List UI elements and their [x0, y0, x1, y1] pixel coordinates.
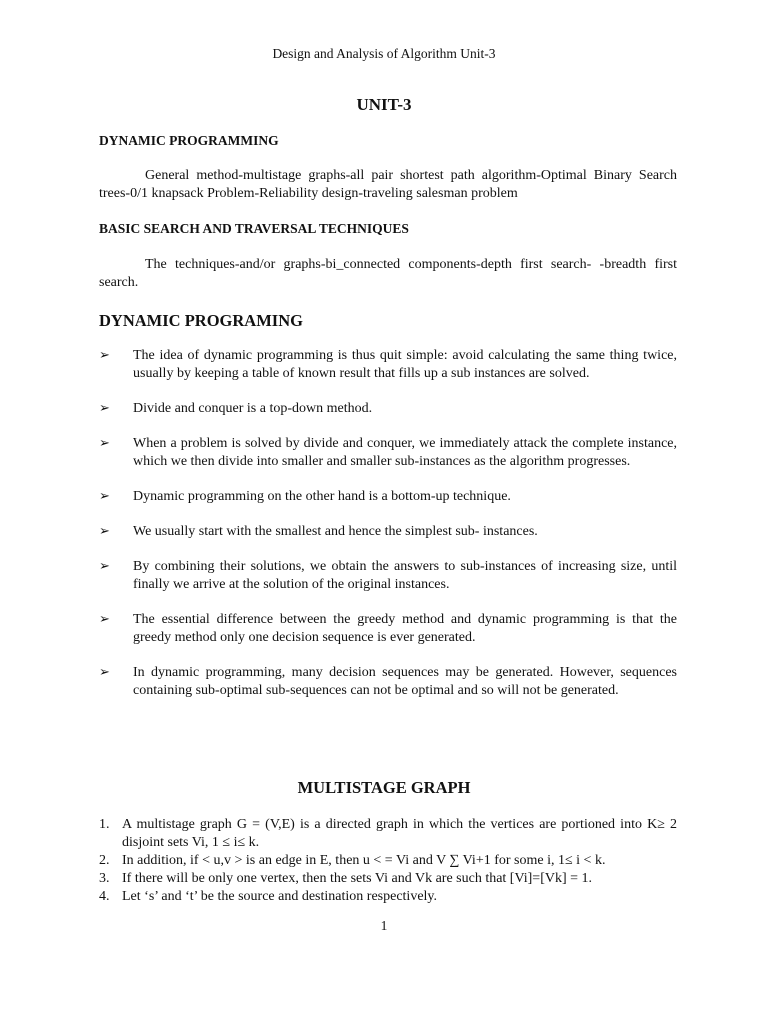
list-item	[99, 611, 677, 647]
bullet-text: When a problem is solved by divide and conquer, we immediately attack the complete instance, which we then divide into smaller and smaller sub-instances as the algorithm progresses.	[133, 436, 677, 469]
arrow-bullet-icon: ➢	[99, 612, 110, 627]
list-item	[99, 435, 677, 471]
arrow-bullet-icon: ➢	[99, 559, 110, 574]
item-number: 3.	[99, 871, 110, 886]
bullet-text: We usually start with the smallest and hence the simplest sub- instances.	[133, 524, 538, 539]
bullet-text: In dynamic programming, many decision sequences may be generated. However, sequences containing sub-optimal sub-sequences can not be optimal and so will not be generated.	[133, 665, 677, 698]
item-number: 1.	[99, 817, 110, 832]
item-text: A multistage graph G = (V,E) is a directed graph in which the vertices are portioned into K≥ 2 disjoint sets Vi, 1 ≤ i≤ k.	[122, 817, 677, 850]
arrow-bullet-icon: ➢	[99, 401, 110, 416]
arrow-bullet-icon: ➢	[99, 436, 110, 451]
item-text: In addition, if < u,v > is an edge in E, then u < = Vi and V ∑ Vi+1 for some i, 1≤ i < k.	[122, 853, 606, 868]
bullet-text: The essential difference between the greedy method and dynamic programming is that the greedy method only one decision sequence is ever generated.	[133, 612, 677, 645]
bullet-text: Divide and conquer is a top-down method.	[133, 401, 373, 416]
arrow-bullet-icon: ➢	[99, 524, 110, 539]
bullet-text: Dynamic programming on the other hand is a bottom-up technique.	[133, 489, 511, 504]
multistage-numbered-list	[99, 816, 677, 906]
list-item	[99, 523, 677, 541]
multistage-heading: MULTISTAGE GRAPH	[297, 778, 471, 797]
arrow-bullet-icon: ➢	[99, 489, 110, 504]
arrow-bullet-icon: ➢	[99, 348, 110, 363]
item-number: 2.	[99, 853, 110, 868]
section-heading-search-traversal: BASIC SEARCH AND TRAVERSAL TECHNIQUES	[99, 221, 409, 236]
list-item	[99, 347, 677, 383]
list-item	[99, 816, 677, 852]
list-item	[99, 852, 677, 870]
item-text: Let ‘s’ and ‘t’ be the source and destination respectively.	[122, 889, 438, 904]
list-item	[99, 664, 677, 700]
page-number: 1	[380, 918, 388, 933]
unit-title: UNIT-3	[356, 95, 412, 114]
section-heading-dynamic-programming: DYNAMIC PROGRAMMING	[99, 133, 279, 148]
list-item	[99, 400, 677, 418]
bullet-text: By combining their solutions, we obtain the answers to sub-instances of increasing size, until finally we arrive at the solution of the original instances.	[133, 559, 677, 592]
item-text: If there will be only one vertex, then the sets Vi and Vk are such that [Vi]=[Vk] = 1.	[122, 871, 593, 886]
running-header: Design and Analysis of Algorithm Unit-3	[272, 46, 496, 61]
list-item	[99, 488, 677, 506]
item-number: 4.	[99, 889, 110, 904]
dp-bullet-list	[99, 347, 677, 717]
list-item	[99, 888, 677, 906]
arrow-bullet-icon: ➢	[99, 665, 110, 680]
dp-heading: DYNAMIC PROGRAMING	[99, 311, 303, 330]
bullet-text: The idea of dynamic programming is thus quit simple: avoid calculating the same thing twice, usually by keeping a table of known result that fills up a sub instances are solved.	[133, 348, 677, 381]
section-text-dynamic-programming: General method-multistage graphs-all pair shortest path algorithm-Optimal Binary Search trees-0/1 knapsack Problem-Reliability design-traveling salesman problem	[99, 168, 677, 201]
list-item	[99, 558, 677, 594]
list-item	[99, 870, 677, 888]
section-text-search-traversal: The techniques-and/or graphs-bi_connected components-depth first search- -breadth first search.	[99, 257, 677, 290]
